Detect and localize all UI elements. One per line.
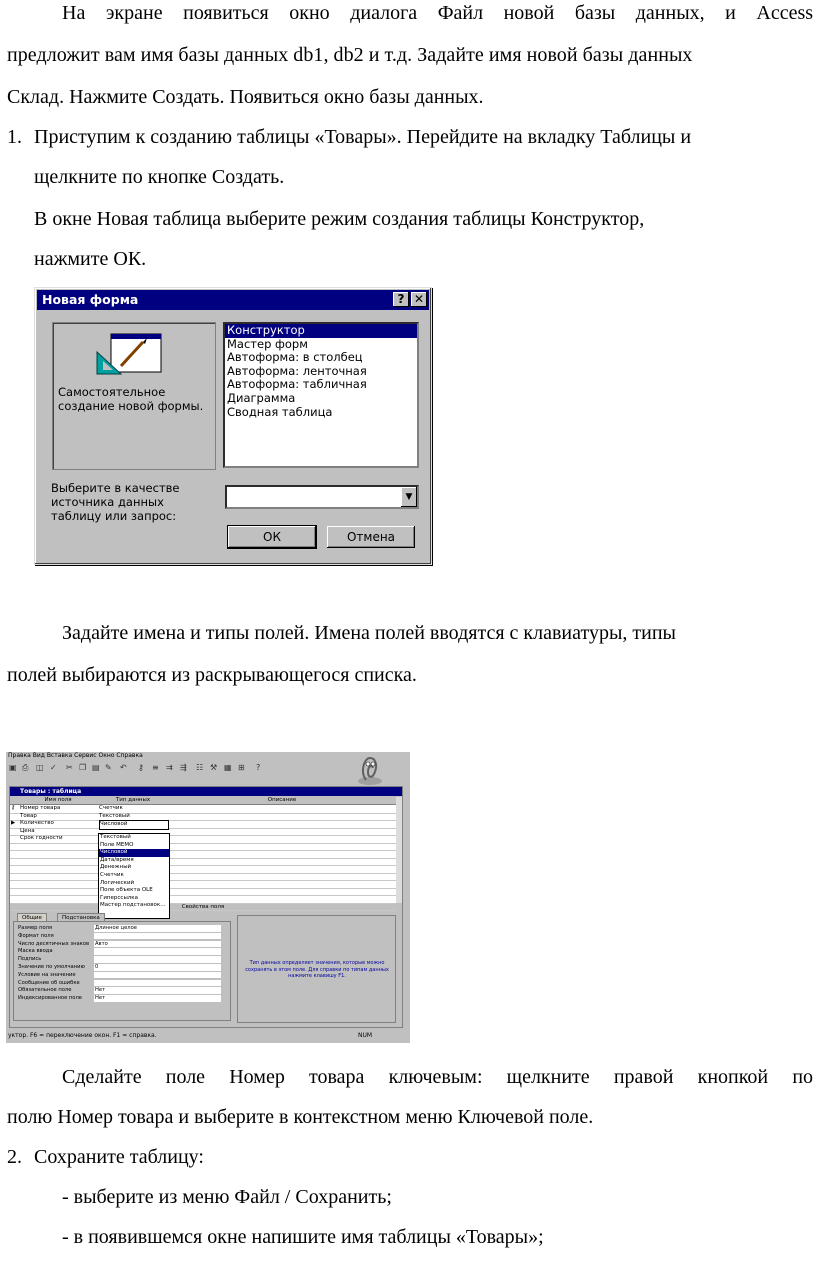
p1-line3: Склад. Нажмите Создать. Появиться окно базы данных. [7,86,484,108]
p1-line1 [62,2,813,25]
property-row [16,925,222,932]
table-window-title: Товары : таблица [20,788,82,795]
source-combo[interactable] [225,485,419,509]
data-type-option[interactable]: Денежный [100,864,132,871]
property-label: Формат поля [18,932,54,939]
field-name-cell[interactable]: Цена [20,827,35,834]
p1-line1-word: появиться [183,2,269,24]
property-value[interactable]: Авто [94,941,221,948]
p1-line1-word: На [62,2,86,24]
data-type-option[interactable]: Числовой [99,849,169,857]
property-label: Индексированное поле [18,995,82,1002]
field-properties-panel [13,911,233,1023]
step1-number: 1. [7,126,22,148]
dialog-titlebar [37,290,429,310]
property-label: Маска ввода [18,948,53,955]
data-type-option[interactable]: Логический [100,879,135,886]
status-bar [6,1030,410,1042]
step1-line1: Приступим к созданию таблицы «Товары». Перейдите на вкладку Таблицы и [34,126,692,148]
property-value[interactable]: Длинное целое [94,925,221,932]
table-designer-screenshot [6,752,410,1043]
p1-line1-word: данных, [635,2,705,24]
field-name-cell[interactable]: Срок годности [20,835,63,841]
help-text: Тип данных определяет значения, которые можно сохранять в этом поле. Для справки по типам данных нажмите клавишу F1. [245,960,389,979]
primary-key-icon[interactable]: ⚷ [11,805,16,811]
dropdown-arrow-icon[interactable]: ▼ [401,487,417,507]
p3-line1-word: Номер [229,1066,285,1088]
data-type-cell[interactable]: Текстовый [99,812,130,819]
property-row [16,987,222,994]
data-type-option[interactable]: Поле MEMO [100,841,134,848]
data-type-option[interactable]: Текстовый [100,834,131,840]
properties-icon[interactable]: ☷ [196,763,204,772]
paste-icon[interactable]: ▤ [92,763,100,772]
p3-line1-word: Сделайте [62,1066,142,1088]
close-button[interactable]: ✕ [411,292,427,307]
property-label: Размер поля [18,925,53,931]
data-type-option[interactable]: Поле объекта OLE [100,887,153,894]
data-type-option[interactable]: Дата/время [100,856,134,863]
help-icon[interactable]: ? [256,763,261,772]
form-mode-option[interactable]: Сводная таблица [227,404,333,419]
source-label-text: Выберите в качестве источника данных таблицу или запрос: [51,481,180,523]
property-value[interactable] [94,933,221,940]
property-row [16,995,222,1002]
indexes-icon[interactable]: ≡ [152,763,159,772]
data-type-option[interactable]: Мастер подстановок... [100,902,166,909]
data-type-cell[interactable]: Числовой [99,820,169,830]
p3-line1-word: по [792,1066,814,1088]
p1-line1-word: и [725,2,736,24]
p1-line1-word: диалога [350,2,418,24]
field-name-cell[interactable]: Количество [20,820,54,826]
form-mode-option[interactable]: Автоформа: в столбец [227,350,363,365]
p3-line1-word: кнопкой [697,1066,769,1088]
property-value[interactable]: 0 [94,964,221,971]
p1-line1-word: Файл [437,2,484,24]
property-label: Значение по умолчанию [18,964,85,970]
tab-general[interactable]: Общие [17,913,47,922]
cancel-button[interactable]: Отмена [327,526,415,548]
help-button[interactable]: ? [393,292,409,307]
database-window-icon[interactable]: ▦ [224,763,232,772]
property-row [16,948,222,955]
property-value[interactable]: Нет [94,987,221,994]
header-data-type: Тип данных [115,797,151,803]
delete-rows-icon[interactable]: ⇶ [180,763,187,772]
field-properties-title: Свойства поля [181,904,225,910]
p1-line1-word: базы [574,2,616,24]
preview-description: Самостоятельное создание новой формы. [58,385,204,413]
form-mode-list[interactable] [223,322,419,468]
field-name-cell[interactable]: Товар [20,812,37,819]
spell-icon[interactable]: ✓ [50,763,57,772]
grid-scrollbar[interactable] [396,797,402,903]
property-value[interactable] [94,948,221,955]
help-panel [237,915,396,1023]
new-form-dialog [34,287,432,565]
p3-line1 [62,1066,813,1089]
property-list [13,921,231,1021]
step2-line1: Сохраните таблицу: [34,1146,204,1168]
property-label: Сообщение об ошибке [18,979,80,986]
step1-line2: щелкните по кнопке Создать. [34,166,285,188]
property-row [16,956,222,963]
undo-icon[interactable]: ↶ [120,763,127,772]
p2-line2: полей выбираются из раскрывающегося списка. [7,664,417,686]
toolbar [6,760,410,776]
ok-button[interactable]: ОК [228,526,316,548]
table-design-window [9,786,403,1028]
p1-line1-word: экране [105,2,163,24]
dialog-title: Новая форма [42,292,139,307]
format-painter-icon[interactable]: ✎ [105,763,112,772]
menu-bar[interactable]: Правка Вид Вставка Сервис Окно Справка [8,752,143,759]
step1-line4: нажмите ОК. [34,248,147,270]
property-label: Число десятичных знаков [18,940,90,947]
print-icon[interactable]: ⎙ [22,763,29,772]
p1-line1-word: окно [289,2,330,24]
copy-icon[interactable]: ❐ [79,763,87,772]
property-label: Обязательное поле [18,987,72,994]
table-window-titlebar [10,787,402,796]
tab-lookup[interactable]: Подстановка [57,913,105,922]
property-row [16,980,222,987]
property-value[interactable] [94,972,221,979]
form-mode-option[interactable]: Диаграмма [227,390,296,405]
status-text: уктор. F6 = переключение окон. F1 = справка. [8,1032,157,1039]
step1-line3: В окне Новая таблица выберите режим создания таблицы Конструктор, [34,208,645,230]
p3-line1-word: ключевым: [388,1066,483,1088]
property-value[interactable]: Нет [94,995,221,1002]
p3-line1-word: правой [613,1066,674,1088]
design-form-icon [93,326,165,380]
p3-line1-word: щелкните [506,1066,590,1088]
form-mode-option[interactable]: Конструктор [225,324,417,338]
property-value[interactable] [94,980,221,987]
form-mode-option[interactable]: Автоформа: ленточная [227,363,367,378]
form-mode-option[interactable]: Мастер форм [227,336,308,351]
new-object-icon[interactable]: ⊞ [238,763,245,772]
p3-line1-word: поле [165,1066,206,1088]
form-preview [52,322,216,470]
cut-icon[interactable]: ✂ [66,763,73,772]
save-icon[interactable]: ▣ [9,763,17,772]
p1-line1-word: Access [756,2,814,24]
p1-line2: предложит вам имя базы данных db1, db2 и т.д. Задайте имя новой базы данных [7,44,693,66]
header-field-name: Имя поля [44,797,72,803]
num-indicator: NUM [358,1032,373,1039]
field-name-cell[interactable]: Номер товара [20,805,61,811]
p2-line1: Задайте имена и типы полей. Имена полей вводятся с клавиатуры, типы [62,622,676,644]
p3-line2: полю Номер товара и выберите в контекстном меню Ключевой поле. [7,1106,594,1128]
row-pointer-icon[interactable]: ▶ [11,820,16,826]
grid-header [10,797,396,805]
property-label: Условие на значение [18,971,76,978]
preview-icon[interactable]: ◫ [36,763,44,772]
p1-line1-word: новой [503,2,555,24]
data-type-option[interactable]: Гиперссылка [100,894,138,901]
data-type-option[interactable]: Счетчик [100,871,124,878]
form-mode-option[interactable]: Автоформа: табличная [227,377,367,392]
property-value[interactable] [94,956,221,963]
property-row [16,933,222,940]
insert-rows-icon[interactable]: ⇉ [166,763,173,772]
bullet-1: - выберите из меню Файл / Сохранить; [62,1186,392,1208]
property-row [16,972,222,979]
key-icon[interactable]: ⚷ [138,763,144,772]
p3-line1-word: товара [309,1066,365,1088]
bullet-2: - в появившемся окне напишите имя таблицы «Товары»; [62,1226,544,1248]
step2-number: 2. [7,1146,22,1168]
source-label [51,482,211,523]
property-row [16,941,222,948]
header-description: Описание [267,797,297,803]
build-icon[interactable]: ⚒ [210,763,218,772]
property-row [16,964,222,971]
property-label: Подпись [18,956,42,963]
data-type-cell[interactable]: Счетчик [99,805,123,811]
office-assistant-icon [356,754,384,786]
